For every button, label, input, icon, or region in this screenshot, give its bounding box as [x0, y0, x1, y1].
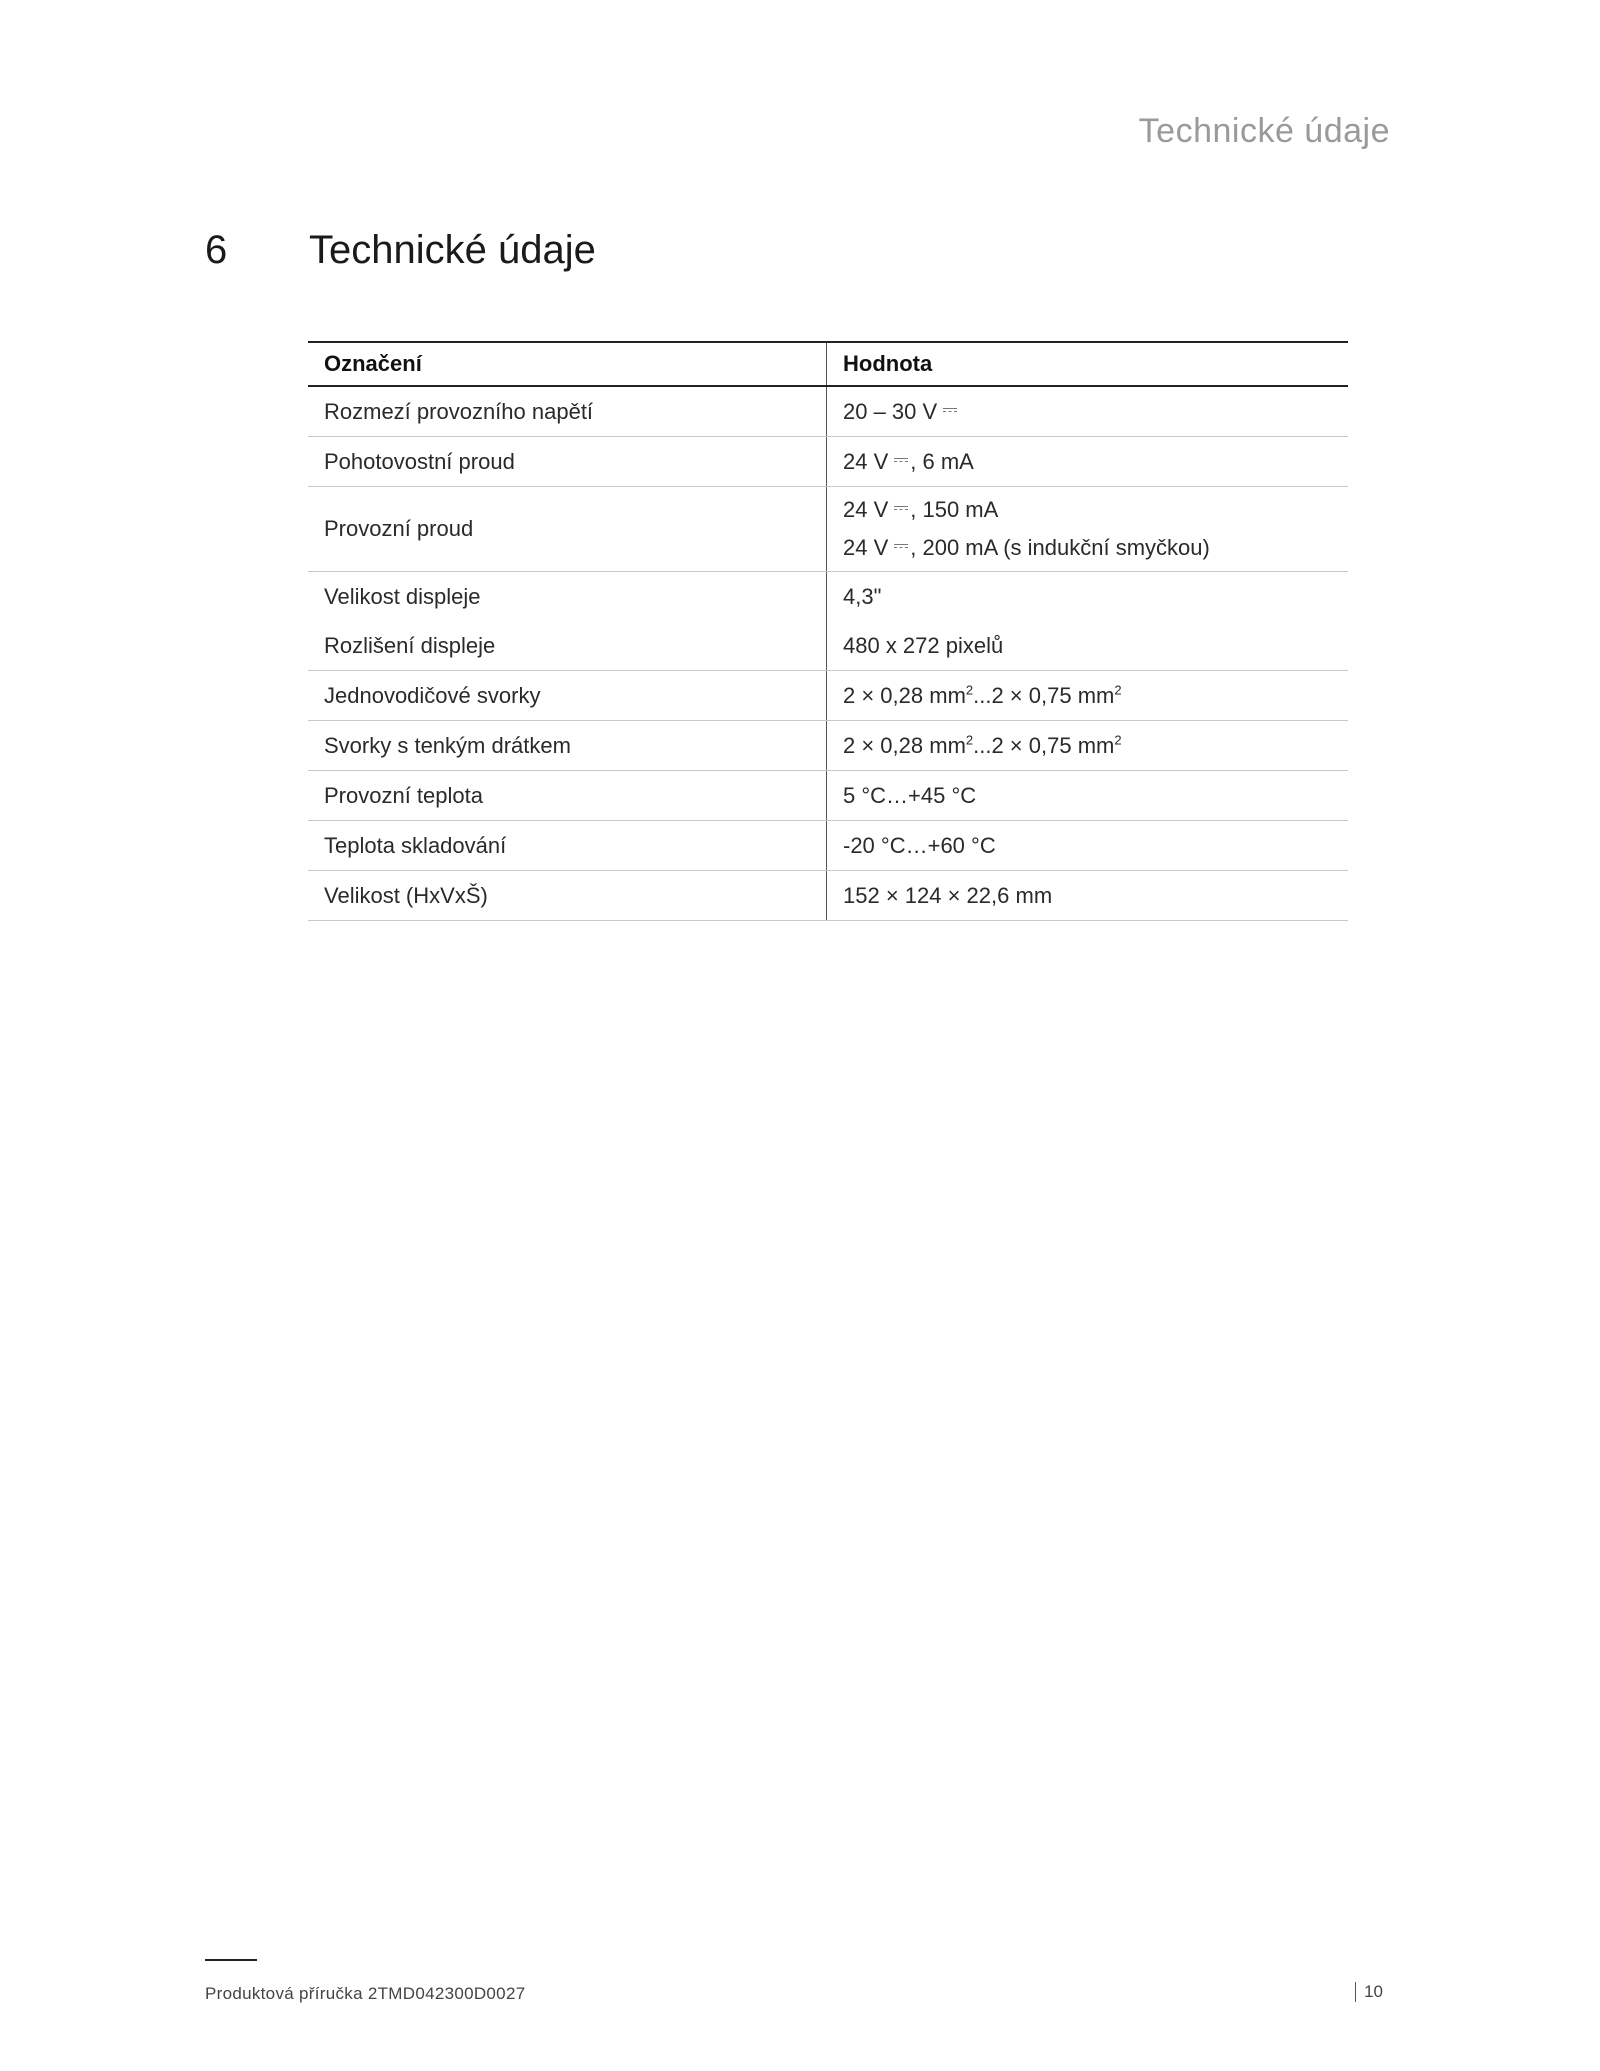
row-value: 480 x 272 pixelů	[827, 621, 1349, 671]
chapter-title: Technické údaje	[309, 228, 596, 272]
row-label: Provozní proud	[308, 487, 827, 572]
dc-current-icon	[894, 506, 908, 512]
technical-data-table	[308, 341, 1348, 921]
table-header-row	[308, 342, 1348, 386]
table-row	[308, 621, 1348, 671]
table-row	[308, 771, 1348, 821]
row-label: Rozmezí provozního napětí	[308, 386, 827, 437]
row-label: Velikost displeje	[308, 572, 827, 622]
chapter-number: 6	[205, 228, 228, 272]
row-value: 152 × 124 × 22,6 mm	[827, 871, 1349, 921]
row-label: Jednovodičové svorky	[308, 671, 827, 721]
row-label: Velikost (HxVxŠ)	[308, 871, 827, 921]
footer-document-name: Produktová příručka 2TMD042300D0027	[205, 1984, 526, 2003]
running-header: Technické údaje	[1138, 112, 1390, 150]
row-label: Pohotovostní proud	[308, 437, 827, 487]
dc-current-icon	[894, 458, 908, 464]
row-value: 5 °C…+45 °C	[827, 771, 1349, 821]
row-value: 4,3"	[843, 583, 882, 609]
table-row	[308, 721, 1348, 771]
table-row	[308, 572, 1348, 622]
row-value: -20 °C…+60 °C	[827, 821, 1349, 871]
row-label: Teplota skladování	[308, 821, 827, 871]
row-label: Provozní teplota	[308, 771, 827, 821]
row-value: 2 × 0,28 $mm^2...2 \times 0,75$ $mm^2$	[827, 671, 1349, 721]
row-value: 20 – 30 V	[827, 386, 1349, 437]
chapter-heading	[205, 228, 596, 273]
row-label: Rozlišení displeje	[308, 621, 827, 671]
dc-current-icon	[943, 408, 957, 414]
row-value: 2 × 0,28 $mm^2...2 \times 0,75$ $mm^2$	[827, 721, 1349, 771]
dc-current-icon	[894, 544, 908, 550]
value-line: 24 V , 150 mA	[843, 497, 999, 522]
row-value	[827, 487, 1349, 572]
column-header-value: Hodnota	[827, 342, 1349, 386]
table-row	[308, 437, 1348, 487]
table-row	[308, 671, 1348, 721]
row-value: 24 V , 6 mA	[827, 437, 1349, 487]
row-label: Svorky s tenkým drátkem	[308, 721, 827, 771]
page-number: 10	[1355, 1982, 1383, 2002]
table-row	[308, 487, 1348, 572]
table-row	[308, 386, 1348, 437]
footer-rule	[205, 1959, 257, 1961]
column-header-designation: Označení	[308, 342, 827, 386]
value-line: 24 V , 200 mA (s indukční smyčkou)	[843, 535, 1210, 560]
table-row	[308, 821, 1348, 871]
table-row	[308, 871, 1348, 921]
